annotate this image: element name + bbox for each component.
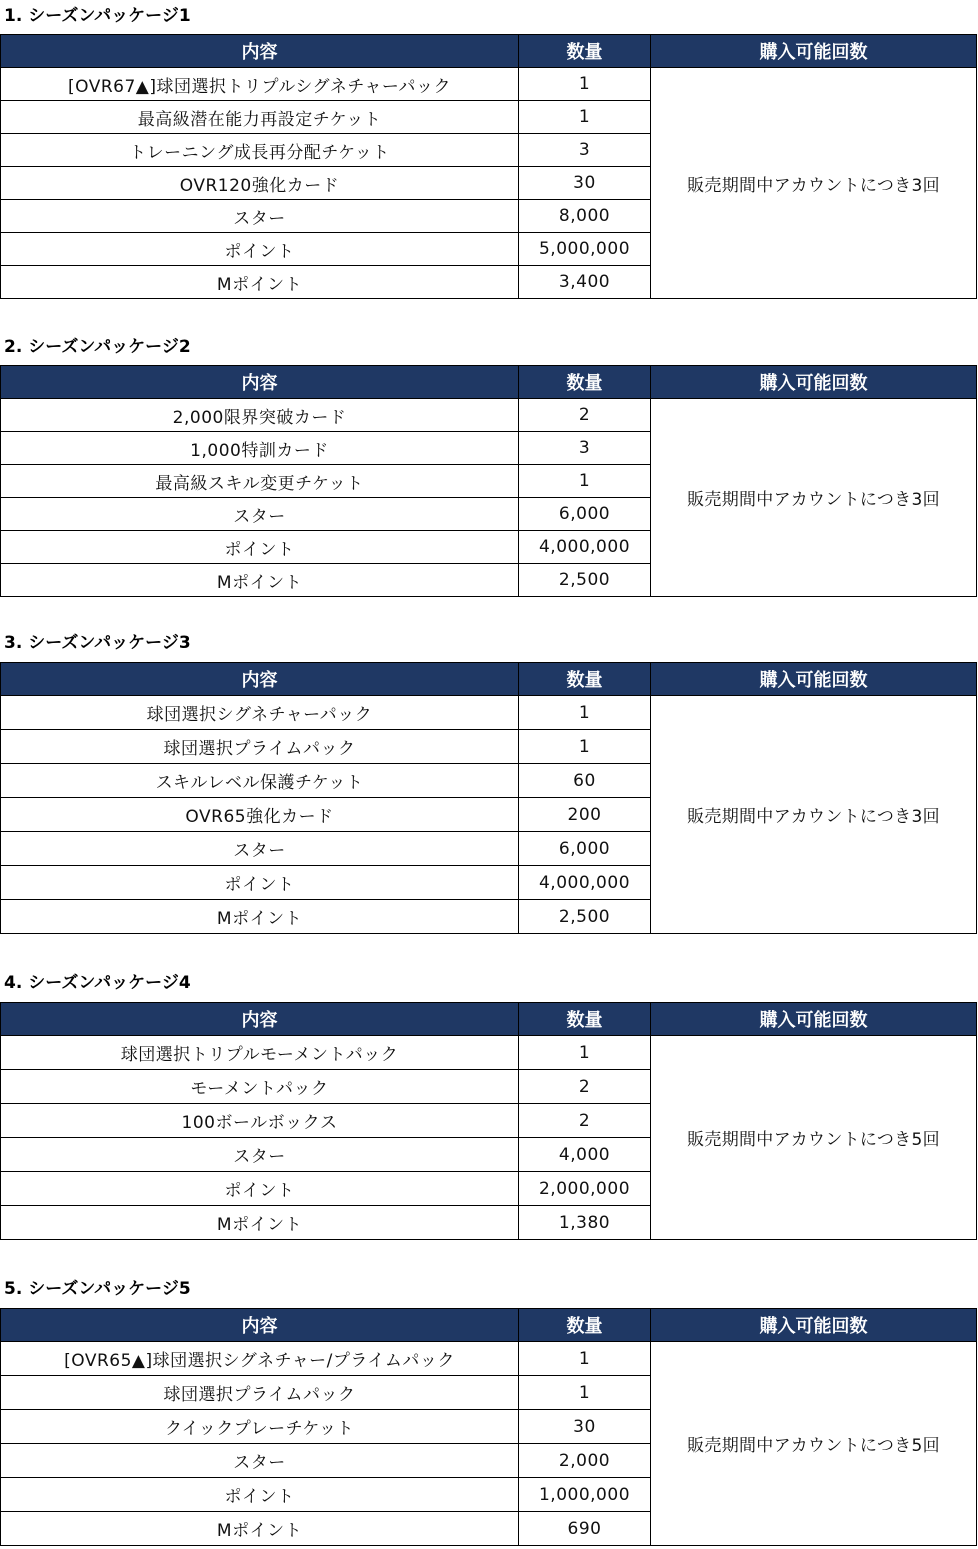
item-name: スター (1, 498, 519, 531)
item-quantity: 5,000,000 (519, 233, 651, 266)
header-item: 内容 (1, 1003, 519, 1036)
item-quantity: 1 (519, 101, 651, 134)
purchase-limit: 販売期間中アカウントにつき3回 (651, 68, 977, 299)
header-item: 内容 (1, 663, 519, 696)
package-title: 5. シーズンパッケージ5 (4, 1279, 191, 1299)
item-quantity: 2 (519, 399, 651, 432)
item-quantity: 4,000 (519, 1138, 651, 1172)
item-name: 最高級潜在能力再設定チケット (1, 101, 519, 134)
header-item: 内容 (1, 35, 519, 68)
purchase-limit: 販売期間中アカウントにつき3回 (651, 399, 977, 597)
item-quantity: 2 (519, 1070, 651, 1104)
item-name: 最高級スキル変更チケット (1, 465, 519, 498)
item-name: スター (1, 1138, 519, 1172)
package-table (0, 365, 977, 597)
package-title: 2. シーズンパッケージ2 (4, 337, 191, 357)
item-quantity: 6,000 (519, 498, 651, 531)
table-row (1, 1342, 977, 1376)
item-name: ポイント (1, 1478, 519, 1512)
package-table (0, 34, 977, 299)
item-name: ポイント (1, 233, 519, 266)
package-title: 3. シーズンパッケージ3 (4, 633, 191, 653)
table-row (1, 1036, 977, 1070)
item-name: スキルレベル保護チケット (1, 764, 519, 798)
item-quantity: 1 (519, 1036, 651, 1070)
header-purchase-limit: 購入可能回数 (651, 366, 977, 399)
item-name: 球団選択プライムパック (1, 1376, 519, 1410)
item-quantity: 30 (519, 167, 651, 200)
header-row (1, 663, 977, 696)
header-item: 内容 (1, 366, 519, 399)
item-name: ポイント (1, 1172, 519, 1206)
purchase-limit: 販売期間中アカウントにつき5回 (651, 1342, 977, 1546)
item-quantity: 2,500 (519, 564, 651, 597)
item-name: [OVR67▲]球団選択トリプルシグネチャーパック (1, 68, 519, 101)
header-row (1, 35, 977, 68)
header-quantity: 数量 (519, 1003, 651, 1036)
table-row (1, 68, 977, 101)
item-name: トレーニング成長再分配チケット (1, 134, 519, 167)
item-name: ポイント (1, 866, 519, 900)
item-quantity: 1 (519, 465, 651, 498)
header-row (1, 1003, 977, 1036)
purchase-limit: 販売期間中アカウントにつき5回 (651, 1036, 977, 1240)
item-name: ポイント (1, 531, 519, 564)
item-quantity: 1,380 (519, 1206, 651, 1240)
item-quantity: 2,000 (519, 1444, 651, 1478)
item-quantity: 6,000 (519, 832, 651, 866)
item-name: クイックプレーチケット (1, 1410, 519, 1444)
item-name: スター (1, 832, 519, 866)
item-quantity: 200 (519, 798, 651, 832)
item-name: OVR120強化カード (1, 167, 519, 200)
item-quantity: 690 (519, 1512, 651, 1546)
header-quantity: 数量 (519, 35, 651, 68)
item-quantity: 3 (519, 134, 651, 167)
item-quantity: 4,000,000 (519, 866, 651, 900)
package-title: 1. シーズンパッケージ1 (4, 6, 191, 26)
item-quantity: 1 (519, 1376, 651, 1410)
item-quantity: 1,000,000 (519, 1478, 651, 1512)
package-table (0, 1002, 977, 1240)
item-name: 2,000限界突破カード (1, 399, 519, 432)
item-name: 100ボールボックス (1, 1104, 519, 1138)
item-name: モーメントパック (1, 1070, 519, 1104)
header-row (1, 1309, 977, 1342)
item-name: Mポイント (1, 266, 519, 299)
item-name: Mポイント (1, 1512, 519, 1546)
item-quantity: 1 (519, 730, 651, 764)
item-quantity: 8,000 (519, 200, 651, 233)
item-name: 球団選択プライムパック (1, 730, 519, 764)
header-purchase-limit: 購入可能回数 (651, 35, 977, 68)
item-name: 球団選択トリプルモーメントパック (1, 1036, 519, 1070)
header-row (1, 366, 977, 399)
header-quantity: 数量 (519, 663, 651, 696)
item-quantity: 2,000,000 (519, 1172, 651, 1206)
item-name: スター (1, 200, 519, 233)
item-quantity: 1 (519, 696, 651, 730)
header-purchase-limit: 購入可能回数 (651, 1309, 977, 1342)
item-name: [OVR65▲]球団選択シグネチャー/プライムパック (1, 1342, 519, 1376)
item-quantity: 3,400 (519, 266, 651, 299)
header-purchase-limit: 購入可能回数 (651, 663, 977, 696)
header-quantity: 数量 (519, 1309, 651, 1342)
item-name: 1,000特訓カード (1, 432, 519, 465)
purchase-limit: 販売期間中アカウントにつき3回 (651, 696, 977, 934)
item-name: Mポイント (1, 564, 519, 597)
package-table (0, 662, 977, 934)
item-quantity: 4,000,000 (519, 531, 651, 564)
item-quantity: 30 (519, 1410, 651, 1444)
item-quantity: 2,500 (519, 900, 651, 934)
item-quantity: 1 (519, 1342, 651, 1376)
item-name: Mポイント (1, 900, 519, 934)
table-row (1, 696, 977, 730)
header-item: 内容 (1, 1309, 519, 1342)
item-quantity: 1 (519, 68, 651, 101)
item-quantity: 60 (519, 764, 651, 798)
item-name: スター (1, 1444, 519, 1478)
item-name: 球団選択シグネチャーパック (1, 696, 519, 730)
item-quantity: 2 (519, 1104, 651, 1138)
package-table (0, 1308, 977, 1546)
header-purchase-limit: 購入可能回数 (651, 1003, 977, 1036)
header-quantity: 数量 (519, 366, 651, 399)
item-name: Mポイント (1, 1206, 519, 1240)
item-quantity: 3 (519, 432, 651, 465)
package-title: 4. シーズンパッケージ4 (4, 973, 191, 993)
item-name: OVR65強化カード (1, 798, 519, 832)
table-row (1, 399, 977, 432)
